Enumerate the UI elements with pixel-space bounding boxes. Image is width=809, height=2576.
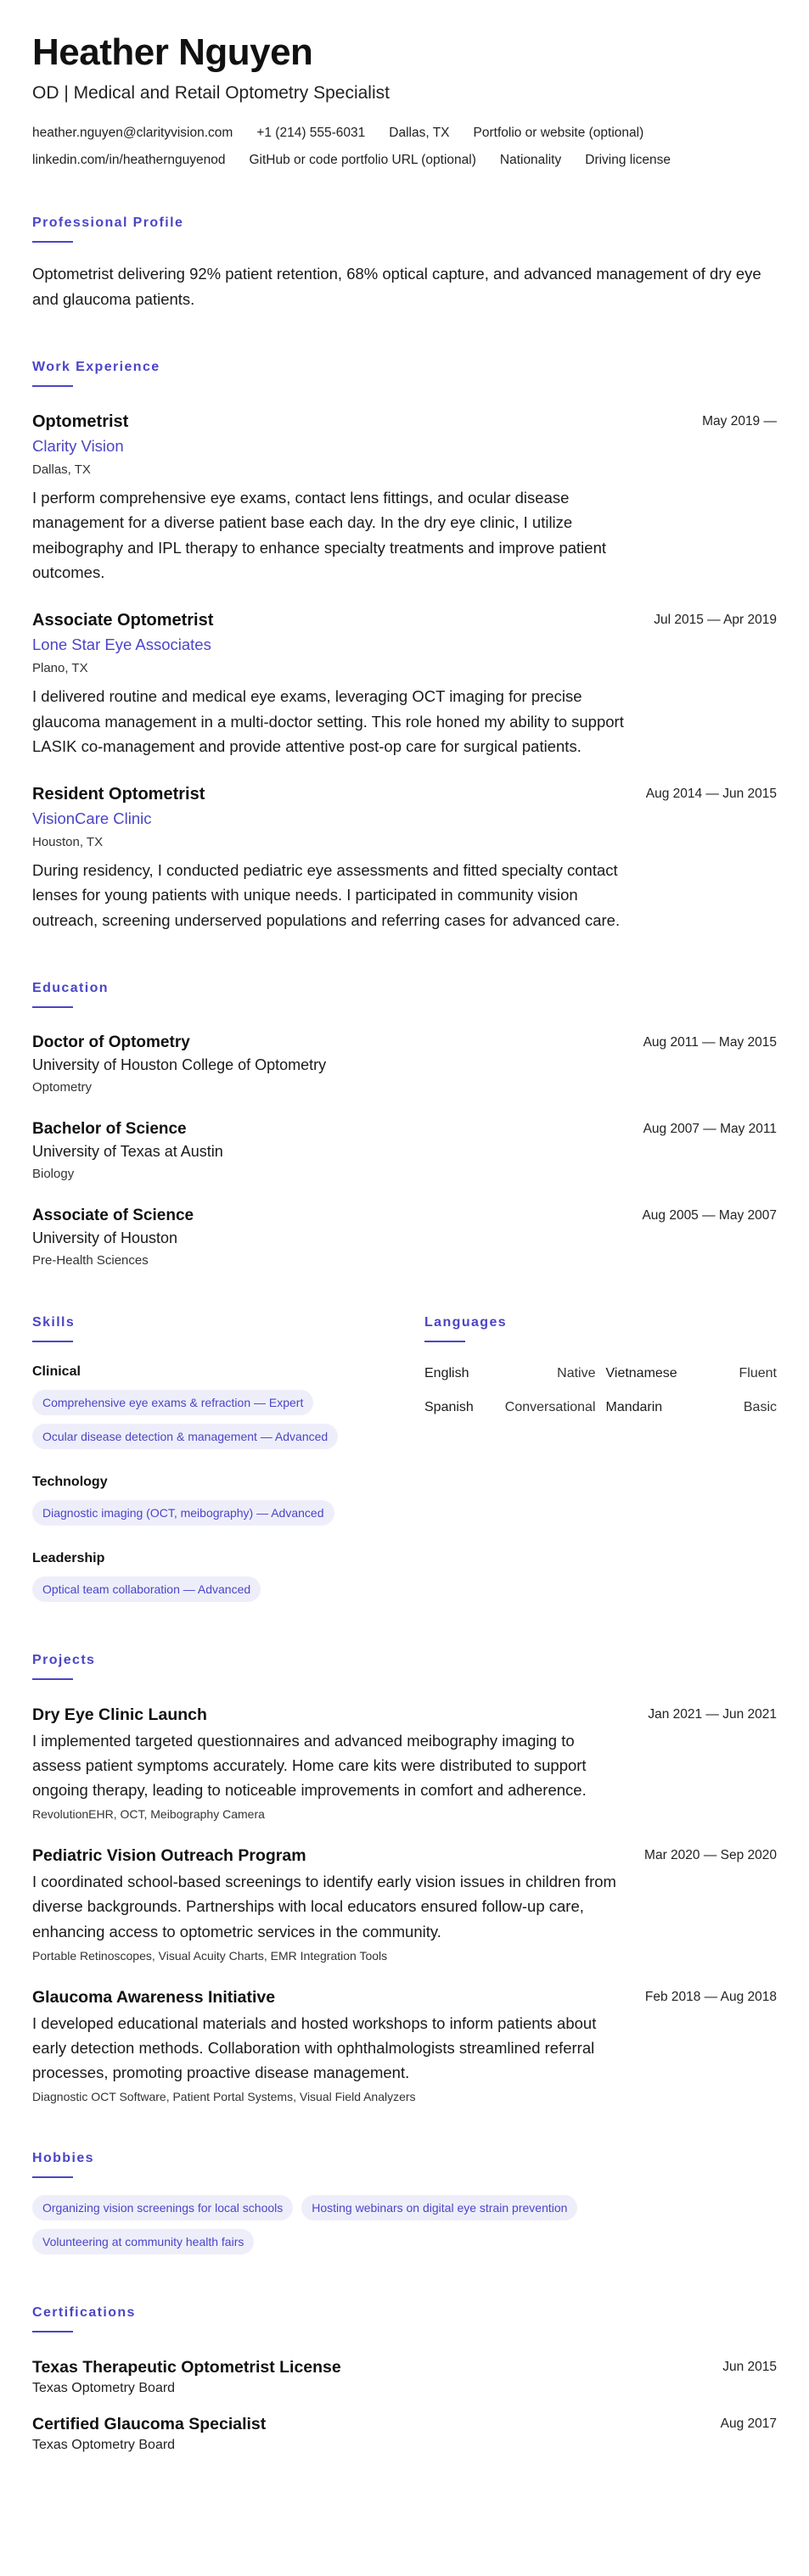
skill-chip: Optical team collaboration — Advanced bbox=[32, 1576, 261, 1602]
languages-grid bbox=[424, 1366, 777, 1434]
contact-portfolio[interactable]: Portfolio or website (optional) bbox=[473, 126, 644, 141]
profile-section bbox=[32, 216, 777, 311]
education-dates: Aug 2011 — May 2015 bbox=[643, 1034, 777, 1050]
section-divider bbox=[32, 2176, 73, 2178]
project-name: Glaucoma Awareness Initiative bbox=[32, 1987, 276, 2007]
certification-item bbox=[32, 2415, 777, 2453]
project-name: Dry Eye Clinic Launch bbox=[32, 1705, 207, 1724]
hobbies-section bbox=[32, 2151, 777, 2258]
project-technologies: Diagnostic OCT Software, Patient Portal Systems, Visual Field Analyzers bbox=[32, 2090, 416, 2104]
project-dates: Jan 2021 — Jun 2021 bbox=[648, 1706, 777, 1722]
hobby-chip: Volunteering at community health fairs bbox=[32, 2229, 254, 2254]
language-level: Fluent bbox=[739, 1365, 777, 1380]
job-dates: Aug 2014 — Jun 2015 bbox=[645, 786, 777, 801]
hobby-chip: Hosting webinars on digital eye strain prevention bbox=[301, 2195, 577, 2220]
projects-section bbox=[32, 1653, 777, 2104]
languages-section bbox=[424, 1315, 777, 1605]
job-company: VisionCare Clinic bbox=[32, 809, 152, 827]
language-name: English bbox=[424, 1365, 469, 1380]
job-description: I perform comprehensive eye exams, contact lens fittings, and ocular disease management for a diverse patient base each day. In the dry eye clinic, I utilize meibography and IPL therapy to enhance specialty treatments and improve patient outcomes. bbox=[32, 488, 606, 582]
experience-item bbox=[32, 412, 777, 585]
language-level: Native bbox=[557, 1365, 596, 1380]
skill-group-title: Technology bbox=[32, 1474, 108, 1489]
job-company: Clarity Vision bbox=[32, 436, 124, 455]
section-divider bbox=[32, 1006, 73, 1008]
project-technologies: Portable Retinoscopes, Visual Acuity Charts, EMR Integration Tools bbox=[32, 1948, 388, 1963]
skill-group-title: Leadership bbox=[32, 1550, 105, 1565]
skills-languages-row bbox=[32, 1315, 777, 1605]
language-item bbox=[606, 1366, 778, 1381]
education-item bbox=[32, 1120, 777, 1181]
skill-chips bbox=[32, 1385, 424, 1453]
certification-item bbox=[32, 2358, 777, 2396]
certification-name: Certified Glaucoma Specialist bbox=[32, 2415, 267, 2434]
project-dates: Mar 2020 — Sep 2020 bbox=[644, 1848, 777, 1863]
language-item bbox=[606, 1400, 778, 1415]
field-of-study: Biology bbox=[32, 1166, 75, 1181]
contact-nationality: Nationality bbox=[499, 153, 562, 168]
contact-location: Dallas, TX bbox=[389, 126, 450, 141]
section-title: Projects bbox=[32, 1652, 96, 1667]
section-divider bbox=[32, 385, 73, 387]
school-name: University of Houston College of Optometry bbox=[32, 1056, 327, 1073]
project-item bbox=[32, 1705, 777, 1822]
language-item bbox=[424, 1400, 596, 1415]
hobby-chip: Organizing vision screenings for local schools bbox=[32, 2195, 293, 2220]
contact-linkedin[interactable]: linkedin.com/in/heathernguyenod bbox=[32, 153, 226, 168]
section-divider bbox=[32, 241, 73, 243]
education-item bbox=[32, 1033, 777, 1095]
candidate-name: Heather Nguyen bbox=[32, 31, 313, 73]
profile-summary: Optometrist delivering 92% patient retention, 68% optical capture, and advanced management of dry eye and glaucoma patients. bbox=[32, 265, 761, 308]
section-title: Education bbox=[32, 980, 109, 995]
section-divider bbox=[32, 2331, 73, 2332]
field-of-study: Pre-Health Sciences bbox=[32, 1252, 149, 1268]
language-name: Vietnamese bbox=[605, 1365, 677, 1380]
section-title: Professional Profile bbox=[32, 216, 184, 231]
contact-driving-license: Driving license bbox=[585, 153, 671, 168]
job-description: I delivered routine and medical eye exams, leveraging OCT imaging for precise glaucoma management in a multi-doctor setting. This role honed my ability to support LASIK co-management and provide attentive post-op care for surgical patients. bbox=[32, 686, 624, 756]
project-description: I coordinated school-based screenings to identify early vision issues in children from diverse backgrounds. Partnerships with local educators ensured follow-up care, enhancing access to optometric services in the community. bbox=[32, 1873, 616, 1940]
certification-date: Jun 2015 bbox=[722, 2360, 777, 2375]
job-title: Optometrist bbox=[32, 412, 129, 431]
section-title: Hobbies bbox=[32, 2151, 94, 2166]
job-dates: May 2019 — bbox=[702, 413, 777, 428]
hobby-chips bbox=[32, 2190, 777, 2258]
job-title: Associate Optometrist bbox=[32, 610, 214, 630]
language-name: Mandarin bbox=[605, 1399, 663, 1414]
job-description: During residency, I conducted pediatric eye assessments and fitted specialty contact lenses for young patients with unique needs. I participated in community vision outreach, screening underserved populations and referring cases for advanced care. bbox=[32, 860, 621, 929]
contact-phone[interactable]: +1 (214) 555-6031 bbox=[256, 126, 366, 141]
language-item bbox=[424, 1366, 596, 1381]
certification-issuer: Texas Optometry Board bbox=[32, 2438, 176, 2453]
section-divider bbox=[424, 1341, 465, 1342]
certifications-section bbox=[32, 2305, 777, 2453]
section-title: Skills bbox=[32, 1314, 76, 1330]
education-dates: Aug 2005 — May 2007 bbox=[642, 1207, 777, 1223]
project-dates: Feb 2018 — Aug 2018 bbox=[644, 1989, 777, 2004]
language-level: Basic bbox=[743, 1399, 777, 1414]
field-of-study: Optometry bbox=[32, 1079, 93, 1095]
experience-section bbox=[32, 360, 777, 933]
skills-section bbox=[32, 1315, 424, 1605]
resume-header bbox=[32, 32, 777, 168]
section-title: Languages bbox=[424, 1314, 508, 1330]
job-company: Lone Star Eye Associates bbox=[32, 635, 211, 653]
degree-title: Doctor of Optometry bbox=[32, 1033, 190, 1051]
contact-email[interactable]: heather.nguyen@clarityvision.com bbox=[32, 126, 233, 141]
section-divider bbox=[32, 1678, 73, 1680]
certification-issuer: Texas Optometry Board bbox=[32, 2381, 176, 2396]
skill-group-title: Clinical bbox=[32, 1364, 81, 1379]
job-title: Resident Optometrist bbox=[32, 784, 205, 804]
project-description: I developed educational materials and hosted workshops to inform patients about early detection methods. Collaboration with ophthalmologists streamlined referral processes, promoting proactive disease management. bbox=[32, 2013, 597, 2082]
project-item bbox=[32, 1846, 777, 1963]
contact-list bbox=[32, 114, 777, 168]
language-name: Spanish bbox=[424, 1399, 474, 1414]
project-technologies: RevolutionEHR, OCT, Meibography Camera bbox=[32, 1807, 265, 1822]
education-dates: Aug 2007 — May 2011 bbox=[643, 1121, 777, 1136]
education-item bbox=[32, 1207, 777, 1268]
education-section bbox=[32, 981, 777, 1268]
skill-chips bbox=[32, 1495, 424, 1529]
candidate-headline: OD | Medical and Retail Optometry Specialist bbox=[32, 83, 390, 104]
degree-title: Associate of Science bbox=[32, 1206, 194, 1224]
job-location: Dallas, TX bbox=[32, 462, 91, 477]
experience-item bbox=[32, 611, 777, 759]
skill-chips bbox=[32, 1571, 424, 1605]
job-location: Plano, TX bbox=[32, 660, 88, 675]
certification-date: Aug 2017 bbox=[720, 2416, 777, 2432]
project-name: Pediatric Vision Outreach Program bbox=[32, 1846, 306, 1866]
contact-github[interactable]: GitHub or code portfolio URL (optional) bbox=[249, 153, 476, 168]
skill-chip: Ocular disease detection & management — Advanced bbox=[32, 1424, 338, 1449]
school-name: University of Houston bbox=[32, 1229, 178, 1246]
skill-chip: Diagnostic imaging (OCT, meibography) — Advanced bbox=[32, 1500, 334, 1526]
certification-name: Texas Therapeutic Optometrist License bbox=[32, 2358, 341, 2377]
job-location: Houston, TX bbox=[32, 834, 104, 849]
project-description: I implemented targeted questionnaires and advanced meibography imaging to assess patient symptoms accurately. Home care kits were distributed to support ongoing therapy, leading to noticeable improvements in comfort and adherence. bbox=[32, 1731, 587, 1799]
job-dates: Jul 2015 — Apr 2019 bbox=[654, 612, 777, 627]
degree-title: Bachelor of Science bbox=[32, 1119, 187, 1138]
section-title: Work Experience bbox=[32, 359, 160, 374]
skill-chip: Comprehensive eye exams & refraction — Expert bbox=[32, 1390, 313, 1415]
project-item bbox=[32, 1988, 777, 2104]
section-title: Certifications bbox=[32, 2305, 136, 2321]
school-name: University of Texas at Austin bbox=[32, 1142, 223, 1160]
section-divider bbox=[32, 1341, 73, 1342]
experience-item bbox=[32, 785, 777, 933]
language-level: Conversational bbox=[504, 1399, 596, 1414]
